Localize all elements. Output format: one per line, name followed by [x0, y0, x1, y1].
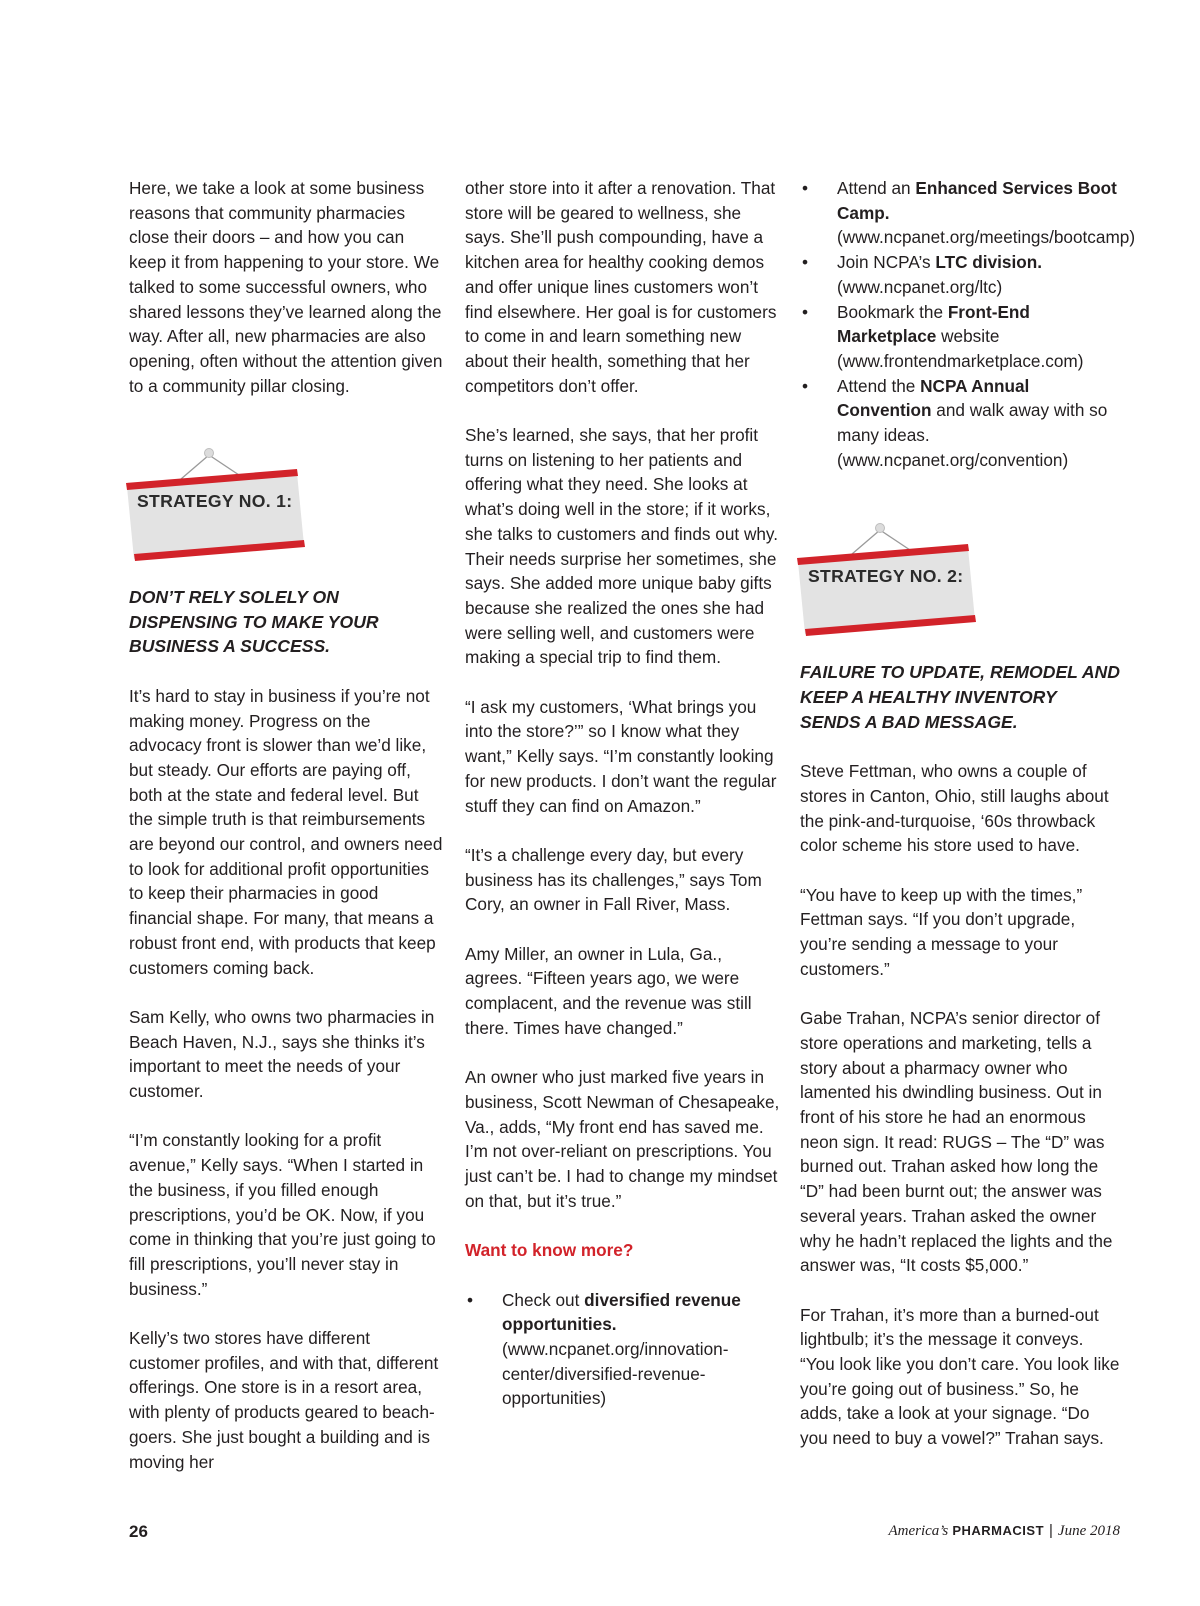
resource-link: LTC division.	[935, 252, 1043, 273]
want-to-know-more-heading: Want to know more?	[465, 1240, 634, 1261]
article-column-2	[465, 176, 782, 1411]
resource-link: NCPA Annual Convention	[837, 375, 1030, 421]
resource-list	[465, 1288, 782, 1412]
paragraph: She’s learned, she says, that her profit turns on listening to her patients and offering what they need. She looks at what’s doing well in the store; if it works, she talks to customers and finds out why. Their needs surprise her sometimes, she says. She added more unique baby gifts because she realized the ones she had were selling well, and customers were making a special trip to find them.	[465, 425, 779, 668]
list-item	[800, 374, 1120, 473]
paragraph: Sam Kelly, who owns two pharmacies in Beach Haven, N.J., says she thinks it’s important to meet the needs of your customer.	[129, 1006, 435, 1102]
list-item-text: Bookmark the	[837, 301, 948, 322]
bullet-icon: •	[802, 252, 809, 273]
list-item-url: (www.ncpanet.org/innovation-center/diversified-revenue-opportunities)	[502, 1338, 729, 1409]
list-item	[800, 300, 1120, 374]
list-item-url: website (www.frontendmarketplace.com)	[837, 326, 1084, 371]
resource-link: Front-End Marketplace	[837, 301, 1030, 347]
paragraph: “It’s a challenge every day, but every business has its challenges,” says Tom Cory, an owner in Fall River, Mass.	[465, 844, 762, 915]
bullet-icon: •	[802, 375, 809, 396]
resource-list	[800, 176, 1136, 472]
strategy-2-heading: FAILURE TO UPDATE, REMODEL AND KEEP A HEALTHY INVENTORY SENDS A BAD MESSAGE.	[800, 662, 1120, 732]
strategy-2-label: STRATEGY NO. 2:	[808, 566, 964, 587]
paragraph: It’s hard to stay in business if you’re not making money. Progress on the advocacy front is slower than we’d like, but steady. Our efforts are paying off, both at the state and federal level. But the simple truth is that reimbursements are beyond our control, and owners need to look for additional profit opportunities to keep their pharmacies in good financial shape. For many, that means a robust front end, with products that keep customers coming back.	[129, 685, 443, 978]
magazine-prefix: America’s	[888, 1523, 949, 1539]
list-item-text: Join NCPA’s	[837, 252, 936, 273]
article-column-1	[129, 176, 444, 1474]
list-item-text: Attend the	[837, 375, 921, 396]
paragraph: For Trahan, it’s more than a burned-out lightbulb; it’s the message it conveys. “You look like you don’t care. You look like you’re going out of business.” So, he adds, take a look at your signage. “Do you need to buy a vowel?” Trahan says.	[800, 1304, 1120, 1449]
strategy-1-sign	[121, 423, 321, 573]
magazine-name: PHARMACIST	[952, 1523, 1045, 1538]
list-item	[800, 176, 1136, 250]
paragraph: “I’m constantly looking for a profit avenue,” Kelly says. “When I started in the business, if you filled enough prescriptions, you’d be OK. Now, if you come in thinking that you’re just going to fill prescriptions, you’ll never stay in business.”	[129, 1130, 436, 1299]
list-item	[465, 1288, 782, 1412]
bullet-icon: •	[467, 1289, 474, 1310]
strategy-1-heading: DON’T RELY SOLELY ON DISPENSING TO MAKE YOUR BUSINESS A SUCCESS.	[129, 587, 379, 657]
bullet-icon: •	[802, 301, 809, 322]
paragraph: Amy Miller, an owner in Lula, Ga., agrees. “Fifteen years ago, we were complacent, and the revenue was still there. Times have changed.”	[465, 943, 752, 1038]
strategy-2-sign	[792, 498, 992, 648]
list-item-url: (www.ncpanet.org/meetings/bootcamp)	[837, 227, 1136, 248]
list-item-text: Check out	[502, 1289, 585, 1310]
paragraph: Steve Fettman, who owns a couple of stores in Canton, Ohio, still laughs about the pink-and-turquoise, ‘60s throwback color scheme his store used to have.	[800, 761, 1109, 856]
paragraph: other store into it after a renovation. That store will be geared to wellness, she says. She’ll push compounding, have a kitchen area for healthy cooking demos and offer unique lines customers won’t find elsewhere. Her goal is for customers to come in and learn something new about their health, something that her competitors don’t offer.	[465, 178, 777, 396]
strategy-1-label: STRATEGY NO. 1:	[137, 491, 293, 512]
list-item-url: (www.ncpanet.org/ltc)	[837, 276, 1003, 297]
bullet-icon: •	[802, 178, 809, 198]
intro-paragraph: Here, we take a look at some business reasons that community pharmacies close their doors – and how you can keep it from happening to your store. We talked to some successful owners, who shared lessons they’ve learned along the way. After all, new pharmacies are also opening, often without the attention given to a community pillar closing.	[129, 178, 443, 396]
issue-date: June 2018	[1057, 1523, 1120, 1539]
paragraph: Kelly’s two stores have different customer profiles, and with that, different offerings. One store is in a resort area, with plenty of products geared to beach-goers. She just bought a building and is moving her	[129, 1328, 439, 1472]
paragraph: “You have to keep up with the times,” Fettman says. “If you don’t upgrade, you’re sending a message to your customers.”	[800, 884, 1083, 979]
magazine-masthead	[888, 1522, 1120, 1540]
article-column-3	[800, 176, 1136, 1451]
paragraph: “I ask my customers, ‘What brings you into the store?’” so I know what they want,” Kelly says. “I’m constantly looking for new products. I don’t want the regular stuff they can find on Amazon.”	[465, 696, 777, 816]
paragraph: An owner who just marked five years in business, Scott Newman of Chesapeake, Va., adds, “My front end has saved me. I’m not over-reliant on prescriptions. You just can’t be. I had to change my mindset on that, but it’s true.”	[465, 1067, 780, 1211]
resource-link: diversified revenue opportunities.	[502, 1289, 741, 1335]
page-number: 26	[129, 1522, 148, 1541]
list-item-text: Attend an	[837, 178, 916, 198]
folio-separator: |	[1049, 1522, 1053, 1539]
paragraph: Gabe Trahan, NCPA’s senior director of store operations and marketing, tells a story about a pharmacy owner who lamented his dwindling business. Out in front of his store he had an enormous neon sign. It read: RUGS – The “D” was burned out. Trahan asked how long the “D” had been burnt out; the answer was several years. Trahan asked the owner why he hadn’t replaced the lights and the answer was, “It costs $5,000.”	[800, 1008, 1113, 1276]
list-item	[800, 250, 1120, 299]
list-item-url: and walk away with so many ideas. (www.ncpanet.org/convention)	[837, 400, 1108, 470]
resource-link: Enhanced Services Boot Camp.	[837, 178, 1117, 223]
